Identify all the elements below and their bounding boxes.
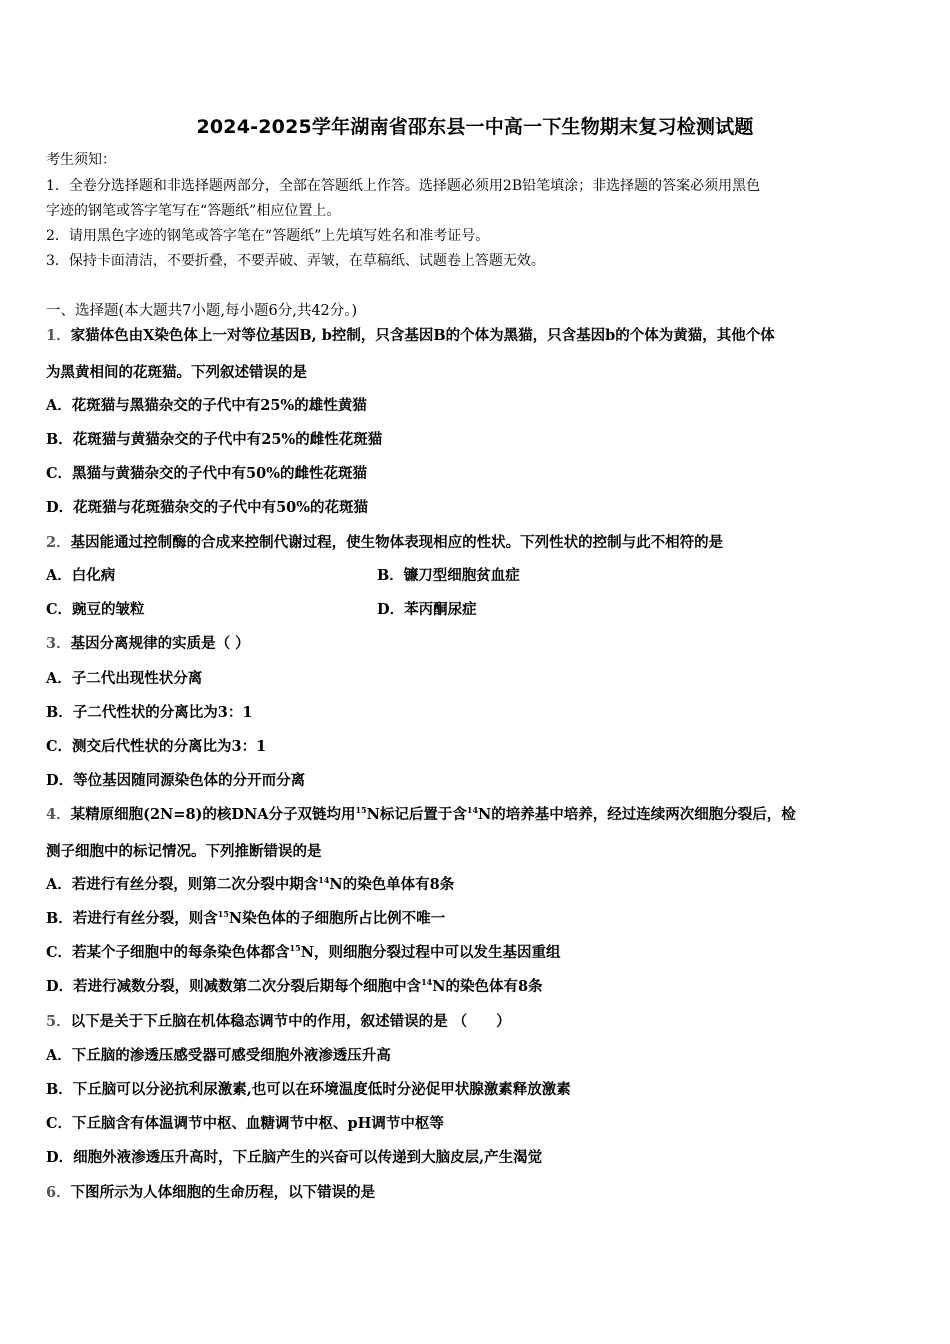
- notice-heading: 考生须知：: [46, 152, 116, 168]
- isotope-14-superscript: 14: [421, 977, 433, 987]
- option-c: C．豌豆的皱粒: [46, 601, 145, 618]
- question-1-cont: 为黑黄相间的花斑猫。下列叙述错误的是: [46, 364, 307, 381]
- option-c: C．黑猫与黄猫杂交的子代中有50%的雌性花斑猫: [46, 465, 367, 482]
- question-stem: 家猫体色由X染色体上一对等位基因B, b控制，只含基因B的个体为黑猫，只含基因b的个体为黄猫，其他个体: [70, 327, 775, 344]
- option-a: [46, 875, 455, 893]
- question-stem: 基因分离规律的实质是（ ）: [70, 635, 250, 652]
- option-c: [46, 943, 561, 961]
- question-2: [46, 536, 723, 551]
- notice-item-3: 3．保持卡面清洁，不要折叠，不要弄破、弄皱，在草稿纸、试题卷上答题无效。: [46, 253, 545, 269]
- question-1: [46, 329, 775, 344]
- option-b: B．下丘脑可以分泌抗利尿激素,也可以在环境温度低时分泌促甲状腺激素释放激素: [46, 1081, 571, 1098]
- question-number: 2．: [46, 534, 71, 551]
- question-number: 6．: [46, 1184, 71, 1201]
- question-number: 5．: [46, 1013, 71, 1030]
- option-d: D．苯丙酮尿症: [377, 601, 477, 618]
- option-d: D．花斑猫与花斑猫杂交的子代中有50%的花斑猫: [46, 499, 369, 516]
- option-a: A．白化病: [46, 567, 116, 584]
- option-a: A．子二代出现性状分离: [46, 670, 203, 687]
- question-5: [46, 1015, 511, 1030]
- question-3: [46, 637, 250, 652]
- question-number: 1．: [46, 327, 71, 344]
- option-b: [46, 909, 446, 927]
- option-a: A．下丘脑的渗透压感受器可感受细胞外液渗透压升高: [46, 1047, 391, 1064]
- question-number: 3．: [46, 635, 71, 652]
- question-number: 4．: [46, 806, 71, 823]
- question-stem-part: N标记后置于含: [366, 806, 467, 823]
- option-text: C．若某个子细胞中的每条染色体都含: [46, 944, 290, 961]
- option-text: N的染色体有8条: [432, 978, 543, 995]
- isotope-15-superscript: 15: [355, 805, 367, 815]
- question-stem: 以下是关于下丘脑在机体稳态调节中的作用，叙述错误的是 （ ）: [70, 1013, 511, 1030]
- isotope-15-superscript: 15: [217, 909, 229, 919]
- option-c: C．测交后代性状的分离比为3：1: [46, 738, 267, 755]
- option-c: C．下丘脑含有体温调节中枢、血糖调节中枢、pH调节中枢等: [46, 1115, 444, 1132]
- question-6: [46, 1186, 375, 1201]
- option-text: B．若进行有丝分裂，则含: [46, 910, 218, 927]
- question-4-cont: 测子细胞中的标记情况。下列推断错误的是: [46, 843, 322, 860]
- notice-item-1-cont: 字迹的钢笔或答字笔写在“答题纸”相应位置上。: [46, 203, 341, 219]
- question-stem: 下图所示为人体细胞的生命历程，以下错误的是: [70, 1184, 376, 1201]
- question-stem-part: N的培养基中培养，经过连续两次细胞分裂后，检: [478, 806, 796, 823]
- notice-item-1: 1．全卷分选择题和非选择题两部分，全部在答题纸上作答。选择题必须用2B铅笔填涂；非选择题的答案必须用黑色: [46, 178, 761, 194]
- question-4: [46, 805, 796, 823]
- option-text: N，则细胞分裂过程中可以发生基因重组: [300, 944, 561, 961]
- isotope-15-superscript: 15: [289, 943, 301, 953]
- exam-title: 2024-2025学年湖南省邵东县一中高一下生物期末复习检测试题: [196, 116, 754, 138]
- question-stem: 某精原细胞(2N=8)的核DNA分子双链均用: [70, 806, 356, 823]
- option-text: D．若进行减数分裂，则减数第二次分裂后期每个细胞中含: [46, 978, 422, 995]
- notice-item-2: 2．请用黑色字迹的钢笔或答字笔在“答题纸”上先填写姓名和准考证号。: [46, 228, 490, 244]
- option-b: B．子二代性状的分离比为3：1: [46, 704, 253, 721]
- isotope-14-superscript: 14: [466, 805, 479, 815]
- option-text: N的染色单体有8条: [329, 876, 455, 893]
- section-heading: 一、选择题(本大题共7小题,每小题6分,共42分。): [46, 303, 358, 319]
- option-text: N染色体的子细胞所占比例不唯一: [228, 910, 446, 927]
- option-d: [46, 977, 543, 995]
- question-stem: 基因能通过控制酶的合成来控制代谢过程，使生物体表现相应的性状。下列性状的控制与此不相符的是: [70, 534, 724, 551]
- option-d: D．细胞外液渗透压升高时，下丘脑产生的兴奋可以传递到大脑皮层,产生渴觉: [46, 1149, 543, 1166]
- isotope-14-superscript: 14: [318, 875, 330, 885]
- option-d: D．等位基因随同源染色体的分开而分离: [46, 772, 306, 789]
- option-a: A．花斑猫与黑猫杂交的子代中有25%的雄性黄猫: [46, 397, 367, 414]
- option-text: A．若进行有丝分裂，则第二次分裂中期含: [46, 876, 319, 893]
- option-b: B．花斑猫与黄猫杂交的子代中有25%的雌性花斑猫: [46, 431, 383, 448]
- option-b: B．镰刀型细胞贫血症: [377, 567, 520, 584]
